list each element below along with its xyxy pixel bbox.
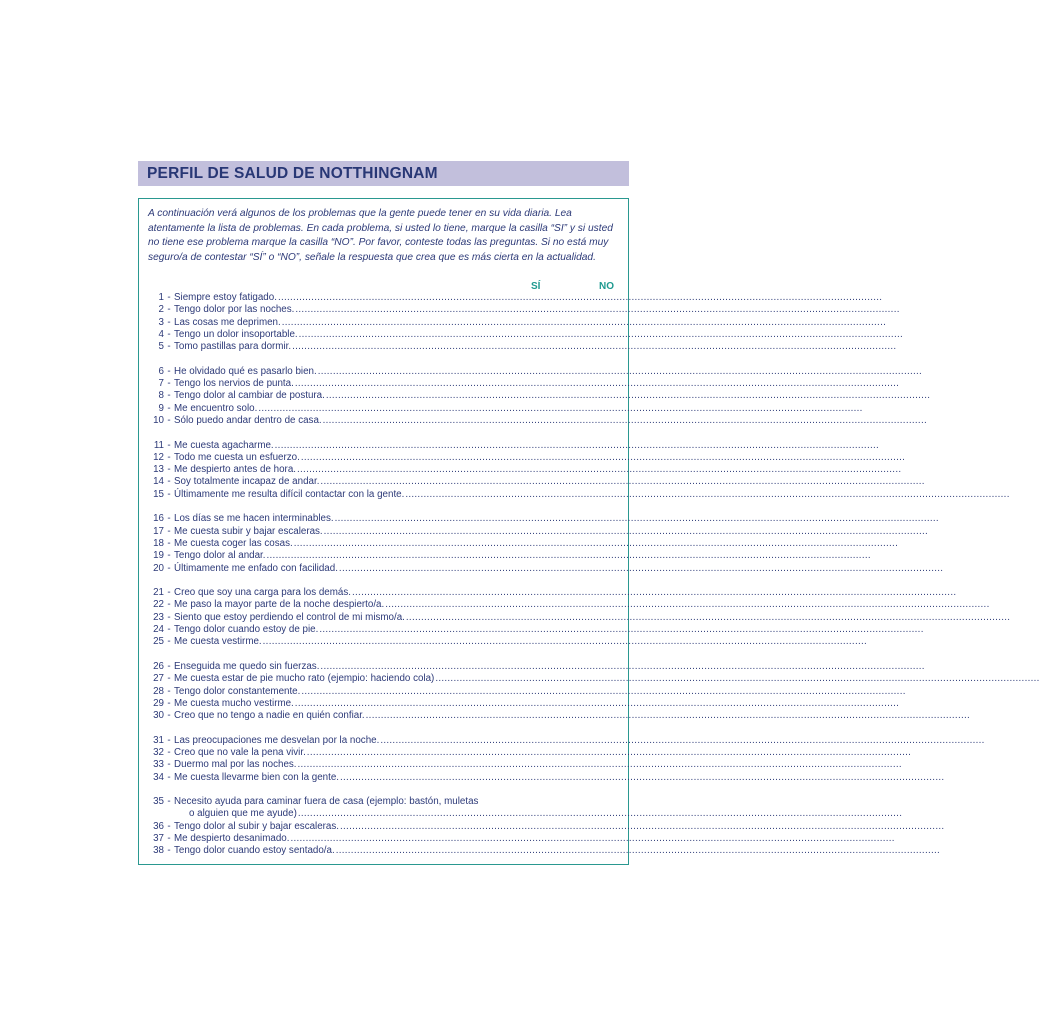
question-text: Necesito ayuda para caminar fuera de casa (ejemplo: bastón, muletas xyxy=(174,796,479,808)
dot-leader: ........................................................................................................................................................................................................ xyxy=(320,660,925,672)
question-text: Las cosas me deprimen. xyxy=(174,316,281,328)
dot-leader: ........................................................................................................................................................................................................ xyxy=(325,390,931,402)
title-bar xyxy=(138,161,629,186)
question-number: 24 xyxy=(153,624,164,636)
question-item xyxy=(146,414,927,427)
question-item xyxy=(146,464,902,476)
question-item xyxy=(146,316,887,329)
question-separator: - xyxy=(167,513,171,525)
question-item xyxy=(146,550,871,562)
question-separator: - xyxy=(167,697,171,709)
question-number: 23 xyxy=(153,611,164,623)
question-item xyxy=(146,673,1040,685)
question-number: 29 xyxy=(153,697,164,709)
question-separator: - xyxy=(167,414,171,426)
question-text: Tengo dolor por las noches. xyxy=(174,304,295,316)
question-text: Creo que no tengo a nadie en quién confiar. xyxy=(174,710,365,722)
question-separator: - xyxy=(167,685,171,697)
question-item xyxy=(146,365,923,378)
question-number: 30 xyxy=(153,710,164,722)
question-item xyxy=(146,796,506,808)
dot-leader: ........................................................................................................................................................................................................ xyxy=(294,697,900,709)
question-separator: - xyxy=(167,341,171,353)
question-item xyxy=(146,513,939,525)
question-text: Tengo dolor cuando estoy de pie. xyxy=(174,624,319,636)
question-separator: - xyxy=(167,771,171,783)
question-separator: - xyxy=(167,796,171,808)
question-separator: - xyxy=(167,562,171,574)
question-separator: - xyxy=(167,439,171,451)
question-item xyxy=(146,759,902,771)
question-separator: - xyxy=(167,464,171,476)
question-separator: - xyxy=(167,820,171,832)
question-item xyxy=(146,845,941,857)
dot-leader: ........................................................................................................................................................................................................ xyxy=(262,636,868,648)
dot-leader: ........................................................................................................................................................................................................ xyxy=(319,624,924,636)
question-number: 2 xyxy=(158,304,164,316)
question-number: 35 xyxy=(153,796,164,808)
question-separator: - xyxy=(167,845,171,857)
question-number: 6 xyxy=(158,365,164,377)
question-text: Siempre estoy fatigado. xyxy=(174,292,277,303)
question-separator: - xyxy=(167,673,171,685)
question-text: Tengo dolor al subir y bajar escaleras. xyxy=(174,820,340,832)
question-separator: - xyxy=(167,611,171,623)
question-separator: - xyxy=(167,488,171,500)
question-text: Duermo mal por las noches. xyxy=(174,759,297,771)
question-separator: - xyxy=(167,734,171,746)
question-group xyxy=(146,660,1040,722)
questionnaire-frame xyxy=(138,198,1040,865)
dot-leader: ........................................................................................................................................................................................................ xyxy=(365,710,971,722)
question-separator: - xyxy=(167,833,171,845)
question-group xyxy=(146,734,985,784)
question-item xyxy=(146,660,925,673)
question-separator: - xyxy=(167,292,171,303)
question-separator: - xyxy=(167,599,171,611)
dot-leader: ........................................................................................................................................................................................................ xyxy=(274,439,880,451)
question-separator: - xyxy=(167,402,171,414)
question-item xyxy=(146,402,863,415)
question-item xyxy=(146,599,990,611)
question-item xyxy=(146,439,880,452)
question-text: Me despierto antes de hora. xyxy=(174,464,296,476)
question-number: 18 xyxy=(153,537,164,549)
question-text: Me paso la mayor parte de la noche despierto/a. xyxy=(174,599,385,611)
question-number: 16 xyxy=(153,513,164,525)
question-item xyxy=(146,304,900,316)
question-text: Últimamente me enfado con facilidad. xyxy=(174,562,338,574)
question-number: 36 xyxy=(153,820,164,832)
dot-leader: ........................................................................................................................................................................................................ xyxy=(266,550,871,562)
question-item xyxy=(146,746,912,759)
question-separator: - xyxy=(167,587,171,599)
question-item xyxy=(146,292,883,304)
question-number: 1 xyxy=(158,292,164,303)
question-item xyxy=(146,587,957,599)
question-item xyxy=(146,451,906,464)
question-text: Me despierto desanimado. xyxy=(174,833,290,845)
question-number: 19 xyxy=(153,550,164,562)
question-text: He olvidado qué es pasarlo bien. xyxy=(174,365,317,377)
dot-leader: ........................................................................................................................................................................................................ xyxy=(297,464,902,476)
question-text: Tomo pastillas para dormir. xyxy=(174,341,292,353)
question-item xyxy=(146,833,895,845)
question-number: 14 xyxy=(153,476,164,488)
dot-leader: ........................................................................................................................................................................................................ xyxy=(297,808,903,820)
dot-leader: ........................................................................................................................................................................................................ xyxy=(335,845,941,857)
question-number: 25 xyxy=(153,636,164,648)
question-separator: - xyxy=(167,365,171,377)
question-text: Tengo dolor constantemente. xyxy=(174,685,301,697)
question-item xyxy=(146,328,904,341)
dot-leader: ........................................................................................................................................................................................................ xyxy=(385,599,990,611)
question-separator: - xyxy=(167,390,171,402)
question-text: Me cuesta subir y bajar escaleras. xyxy=(174,525,323,537)
question-text: o alguien que me ayude) xyxy=(189,808,297,820)
question-group xyxy=(146,796,945,857)
question-number: 33 xyxy=(153,759,164,771)
question-number: 22 xyxy=(153,599,164,611)
question-text: Sólo puedo andar dentro de casa. xyxy=(174,414,322,426)
dot-leader: ........................................................................................................................................................................................................ xyxy=(334,513,939,525)
instructions-text: A continuación verá algunos de los problemas que la gente puede tener en su vida diaria. Lea atentamente la lista de problemas. En cada problema, si usted lo tiene, marque la casilla “SI” y si usted no tiene ese problema marque la casilla “NO”. Por favor, conteste todas las preguntas. Si no está muy seguro/a de contestar “SÍ” o “NO”, señale la respuesta que crea que es más cierta en la actualidad. xyxy=(148,208,613,263)
question-number: 13 xyxy=(153,464,164,476)
question-separator: - xyxy=(167,660,171,672)
column-header-yes: SÍ xyxy=(531,281,541,292)
question-separator: - xyxy=(167,636,171,648)
dot-leader: ........................................................................................................................................................................................................ xyxy=(338,562,944,574)
question-text: Tengo dolor cuando estoy sentado/a. xyxy=(174,845,335,857)
question-text: Enseguida me quedo sin fuerzas. xyxy=(174,660,320,672)
dot-leader: ........................................................................................................................................................................................................ xyxy=(277,292,883,303)
question-separator: - xyxy=(167,710,171,722)
column-header-no: NO xyxy=(599,281,614,292)
question-number: 7 xyxy=(158,378,164,390)
question-text: Soy totalmente incapaz de andar. xyxy=(174,476,320,488)
question-item xyxy=(146,820,945,833)
question-number: 32 xyxy=(153,746,164,758)
question-separator: - xyxy=(167,550,171,562)
question-number: 34 xyxy=(153,771,164,783)
dot-leader: ........................................................................................................................................................................................................ xyxy=(405,488,1010,500)
question-text: Me cuesta agacharme. xyxy=(174,439,274,451)
dot-leader: ........................................................................................................................................................................................................ xyxy=(298,328,904,340)
question-number: 10 xyxy=(153,414,164,426)
question-number: 15 xyxy=(153,488,164,500)
question-number: 28 xyxy=(153,685,164,697)
question-text: Me cuesta mucho vestirme. xyxy=(174,697,294,709)
dot-leader: ........................................................................................................................................................................................................ xyxy=(281,316,887,328)
question-item xyxy=(146,390,931,402)
question-item xyxy=(146,697,900,710)
dot-leader: ........................................................................................................................................................................................................ xyxy=(293,537,899,549)
question-group xyxy=(146,365,931,427)
question-number: 21 xyxy=(153,587,164,599)
question-text: Últimamente me resulta difícil contactar con la gente. xyxy=(174,488,405,500)
dot-leader: ........................................................................................................................................................................................................ xyxy=(306,746,912,758)
question-number: 12 xyxy=(153,451,164,463)
dot-leader: ........................................................................................................................................................................................................ xyxy=(322,414,927,426)
question-item xyxy=(146,341,897,353)
question-text: Creo que soy una carga para los demás. xyxy=(174,587,351,599)
dot-leader: ........................................................................................................................................................................................................ xyxy=(297,759,902,771)
question-text: Todo me cuesta un esfuerzo. xyxy=(174,451,300,463)
question-number: 4 xyxy=(158,328,164,340)
dot-leader: ........................................................................................................................................................................................................ xyxy=(258,402,863,414)
question-group xyxy=(146,292,904,353)
question-text: Tengo los nervios de punta. xyxy=(174,378,294,390)
question-separator: - xyxy=(167,378,171,390)
question-text: Tengo dolor al cambiar de postura. xyxy=(174,390,325,402)
question-number: 26 xyxy=(153,660,164,672)
question-text: Las preocupaciones me desvelan por la noche. xyxy=(174,734,380,746)
question-separator: - xyxy=(167,525,171,537)
question-item xyxy=(146,488,1010,501)
dot-leader: ........................................................................................................................................................................................................ xyxy=(292,341,897,353)
question-separator: - xyxy=(167,759,171,771)
question-number: 27 xyxy=(153,673,164,685)
dot-leader: ........................................................................................................................................................................................................ xyxy=(380,734,985,746)
question-text: Me cuesta estar de pie mucho rato (ejempio: haciendo cola) xyxy=(174,673,435,685)
dot-leader: ........................................................................................................................................................................................................ xyxy=(340,771,945,783)
question-item xyxy=(146,734,985,747)
question-separator: - xyxy=(167,537,171,549)
dot-leader: ........................................................................................................................................................................................................ xyxy=(435,673,1040,685)
question-number: 9 xyxy=(158,402,164,414)
question-item xyxy=(146,710,971,722)
dot-leader: ........................................................................................................................................................................................................ xyxy=(340,820,945,832)
question-item xyxy=(146,476,925,488)
question-number: 5 xyxy=(158,341,164,353)
question-item xyxy=(146,378,900,390)
question-separator: - xyxy=(167,451,171,463)
dot-leader: ........................................................................................................................................................................................................ xyxy=(300,451,906,463)
question-text: Los días se me hacen interminables. xyxy=(174,513,334,525)
question-number: 17 xyxy=(153,525,164,537)
question-separator: - xyxy=(167,328,171,340)
question-number: 3 xyxy=(158,316,164,328)
dot-leader: ........................................................................................................................................................................................................ xyxy=(405,611,1011,623)
question-separator: - xyxy=(167,746,171,758)
question-group xyxy=(146,587,1011,648)
dot-leader: ........................................................................................................................................................................................................ xyxy=(317,365,923,377)
dot-leader: ........................................................................................................................................................................................................ xyxy=(301,685,906,697)
question-list xyxy=(146,292,1040,870)
question-item xyxy=(146,611,1011,624)
question-text: Tengo un dolor insoportable. xyxy=(174,328,298,340)
question-item xyxy=(146,537,899,550)
question-separator: - xyxy=(167,316,171,328)
question-separator: - xyxy=(167,624,171,636)
question-item xyxy=(146,771,945,784)
question-number: 38 xyxy=(153,845,164,857)
question-text: Me cuesta vestirme. xyxy=(174,636,262,648)
dot-leader: ........................................................................................................................................................................................................ xyxy=(323,525,929,537)
question-text: Siento que estoy perdiendo el control de mi mismo/a. xyxy=(174,611,405,623)
question-group xyxy=(146,439,1010,501)
dot-leader: ........................................................................................................................................................................................................ xyxy=(290,833,895,845)
question-item-continuation xyxy=(146,808,903,820)
question-number: 37 xyxy=(153,833,164,845)
question-text: Me cuesta coger las cosas. xyxy=(174,537,293,549)
question-text: Me cuesta llevarme bien con la gente. xyxy=(174,771,340,783)
question-text: Me encuentro solo. xyxy=(174,402,258,414)
question-number: 20 xyxy=(153,562,164,574)
question-text: Creo que no vale la pena vivir. xyxy=(174,746,306,758)
question-item xyxy=(146,624,924,636)
question-number: 8 xyxy=(158,390,164,402)
question-separator: - xyxy=(167,476,171,488)
question-separator: - xyxy=(167,304,171,316)
question-item xyxy=(146,685,906,698)
question-item xyxy=(146,562,944,575)
dot-leader: ........................................................................................................................................................................................................ xyxy=(352,587,957,599)
question-text: Tengo dolor al andar. xyxy=(174,550,266,562)
question-item xyxy=(146,525,929,538)
question-number: 31 xyxy=(153,734,164,746)
dot-leader: ........................................................................................................................................................................................................ xyxy=(294,378,900,390)
question-number: 11 xyxy=(153,439,164,451)
dot-leader: ........................................................................................................................................................................................................ xyxy=(320,476,925,488)
page-title: PERFIL DE SALUD DE NOTTHINGNAM xyxy=(147,165,438,182)
question-item xyxy=(146,636,868,648)
question-group xyxy=(146,513,944,574)
dot-leader: ........................................................................................................................................................................................................ xyxy=(295,304,900,316)
